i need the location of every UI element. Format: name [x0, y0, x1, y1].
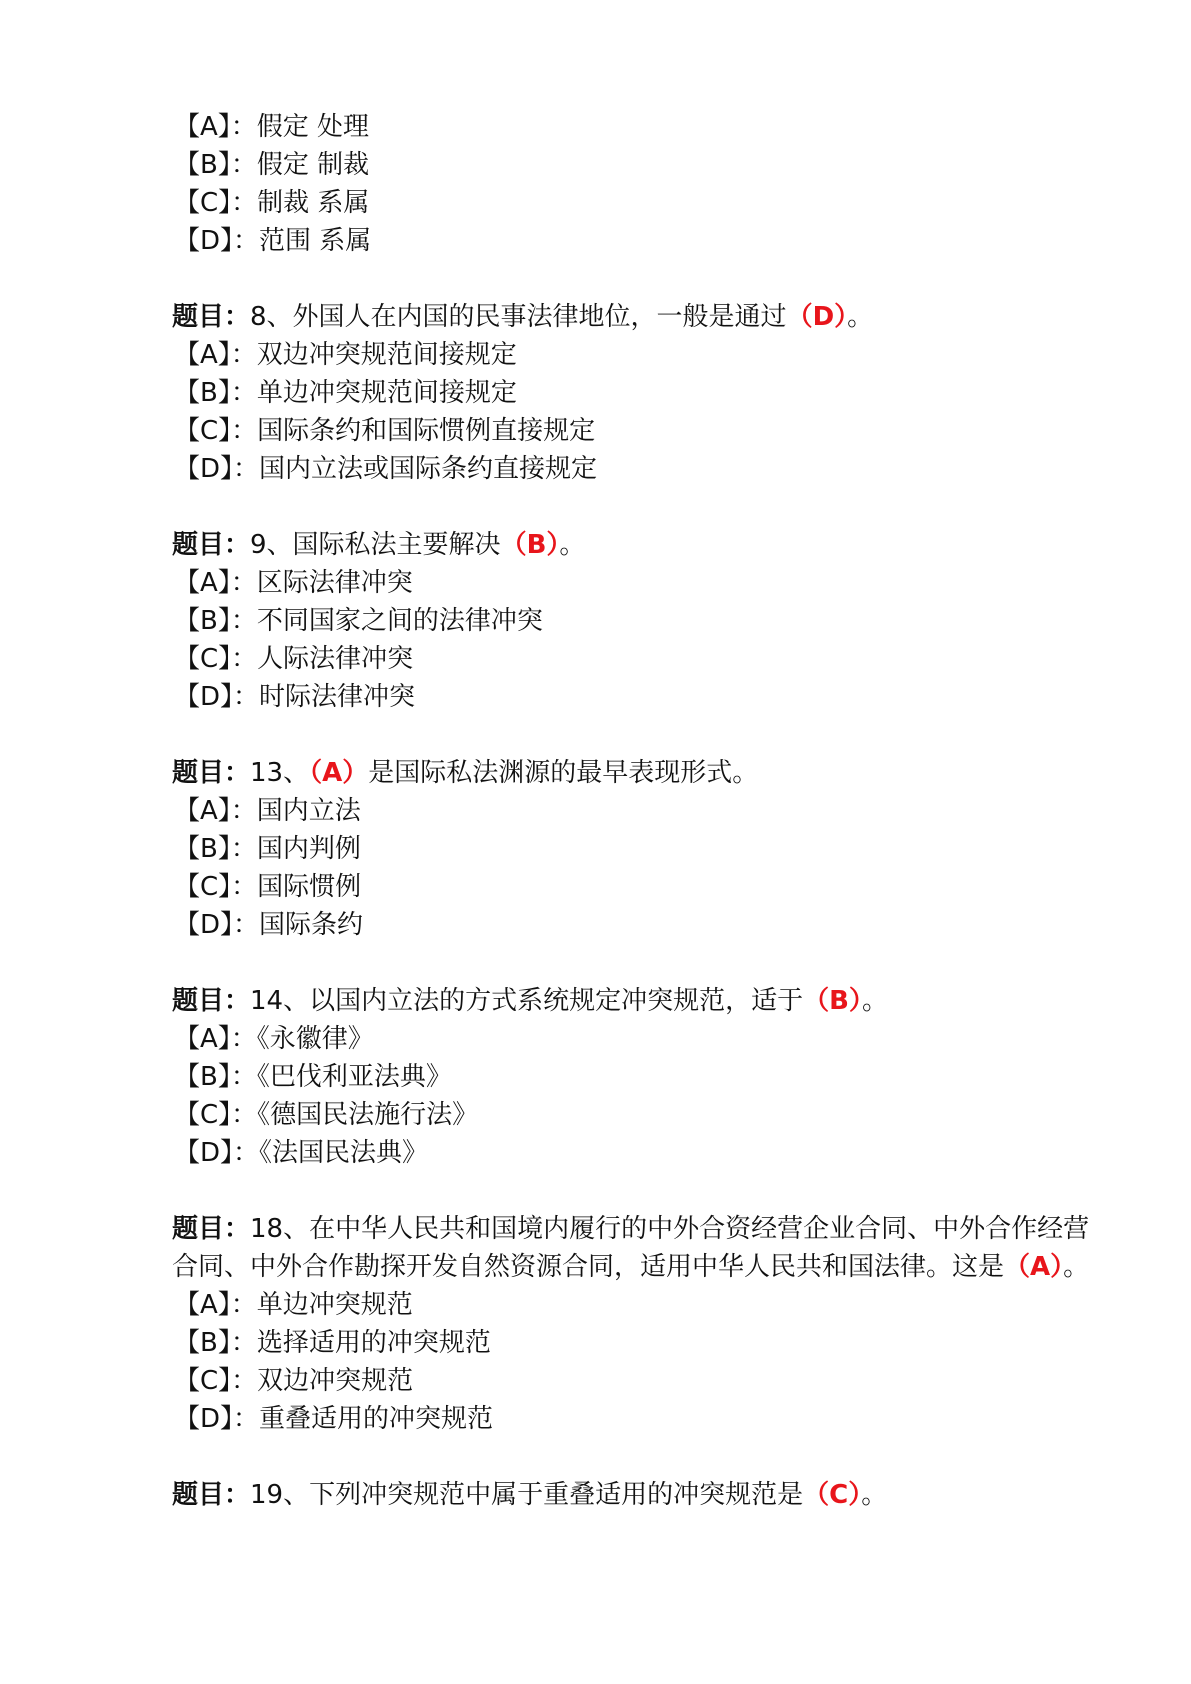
option-b: 【B】：单边冲突规范间接规定: [174, 378, 517, 408]
question-label: 题目：: [172, 1480, 251, 1510]
answer-mark: （D）: [786, 302, 848, 332]
block-gap: [172, 488, 1092, 526]
option-c: 【C】：双边冲突规范: [174, 1366, 414, 1396]
question-text: 13、: [250, 758, 310, 788]
block-gap: [172, 1438, 1092, 1476]
question-label: 题目：: [172, 302, 251, 332]
option-d: 【D】：重叠适用的冲突规范: [174, 1404, 494, 1434]
option-a: 【A】：双边冲突规范间接规定: [174, 340, 517, 370]
document-content: [172, 108, 1092, 1514]
option-c: 【C】：人际法律冲突: [174, 644, 414, 674]
answer-mark: （B）: [803, 986, 862, 1016]
question-text-end: 。: [847, 302, 874, 332]
question-label: 题目：: [172, 1214, 251, 1244]
question-14: [172, 982, 1092, 1020]
question-label: 题目：: [172, 530, 251, 560]
option-d: 【D】：《法国民法典》: [174, 1138, 429, 1168]
question-text: 8、外国人在内国的民事法律地位，一般是通过: [250, 302, 787, 332]
option-c: 【C】：国际条约和国际惯例直接规定: [174, 416, 596, 446]
question-18: [172, 1210, 1092, 1286]
question-text: 9、国际私法主要解决: [250, 530, 501, 560]
question-text: 19、下列冲突规范中属于重叠适用的冲突规范是: [250, 1480, 804, 1510]
option-c: 【C】：国际惯例: [174, 872, 362, 902]
option-b: 【B】：国内判例: [174, 834, 361, 864]
option-a: 【A】：《永徽律》: [174, 1024, 374, 1054]
option-d: 【D】：范围 系属: [174, 226, 372, 256]
block-gap: [172, 260, 1092, 298]
option-b: 【B】：《巴伐利亚法典》: [174, 1062, 452, 1092]
question-19: [172, 1476, 1092, 1514]
option-c: 【C】：制裁 系属: [174, 188, 370, 218]
question-text-end: 。: [861, 986, 888, 1016]
option-a: 【A】：假定 处理: [174, 112, 370, 142]
question-text: 18、在中华人民共和国境内履行的中外合资经营企业合同、中外合作经营合同、中外合作勘探开发自然资源合同，适用中华人民共和国法律。这是: [172, 1214, 1090, 1282]
answer-mark: （A）: [1004, 1252, 1064, 1282]
option-a: 【A】：国内立法: [174, 796, 361, 826]
block-gap: [172, 1172, 1092, 1210]
option-d: 【D】：时际法律冲突: [174, 682, 416, 712]
question-13: [172, 754, 1092, 792]
option-a: 【A】：单边冲突规范: [174, 1290, 413, 1320]
answer-mark: （B）: [500, 530, 560, 560]
question-text-end: 是国际私法渊源的最早表现形式。: [368, 758, 759, 788]
question-label: 题目：: [172, 986, 251, 1016]
option-b: 【B】：不同国家之间的法律冲突: [174, 606, 543, 636]
answer-mark: （C）: [803, 1480, 862, 1510]
question-text-end: 。: [559, 530, 586, 560]
option-c: 【C】：《德国民法施行法》: [174, 1100, 479, 1130]
question-text-end: 。: [1063, 1252, 1090, 1282]
option-a: 【A】：区际法律冲突: [174, 568, 413, 598]
option-b: 【B】：选择适用的冲突规范: [174, 1328, 491, 1358]
answer-mark: （A）: [309, 758, 369, 788]
question-text: 14、以国内立法的方式系统规定冲突规范，适于: [250, 986, 804, 1016]
question-text-end: 。: [861, 1480, 888, 1510]
block-gap: [172, 716, 1092, 754]
option-b: 【B】：假定 制裁: [174, 150, 370, 180]
question-label: 题目：: [172, 758, 251, 788]
option-d: 【D】：国内立法或国际条约直接规定: [174, 454, 598, 484]
question-8: [172, 298, 1092, 336]
question-9: [172, 526, 1092, 564]
option-d: 【D】：国际条约: [174, 910, 364, 940]
block-gap: [172, 944, 1092, 982]
